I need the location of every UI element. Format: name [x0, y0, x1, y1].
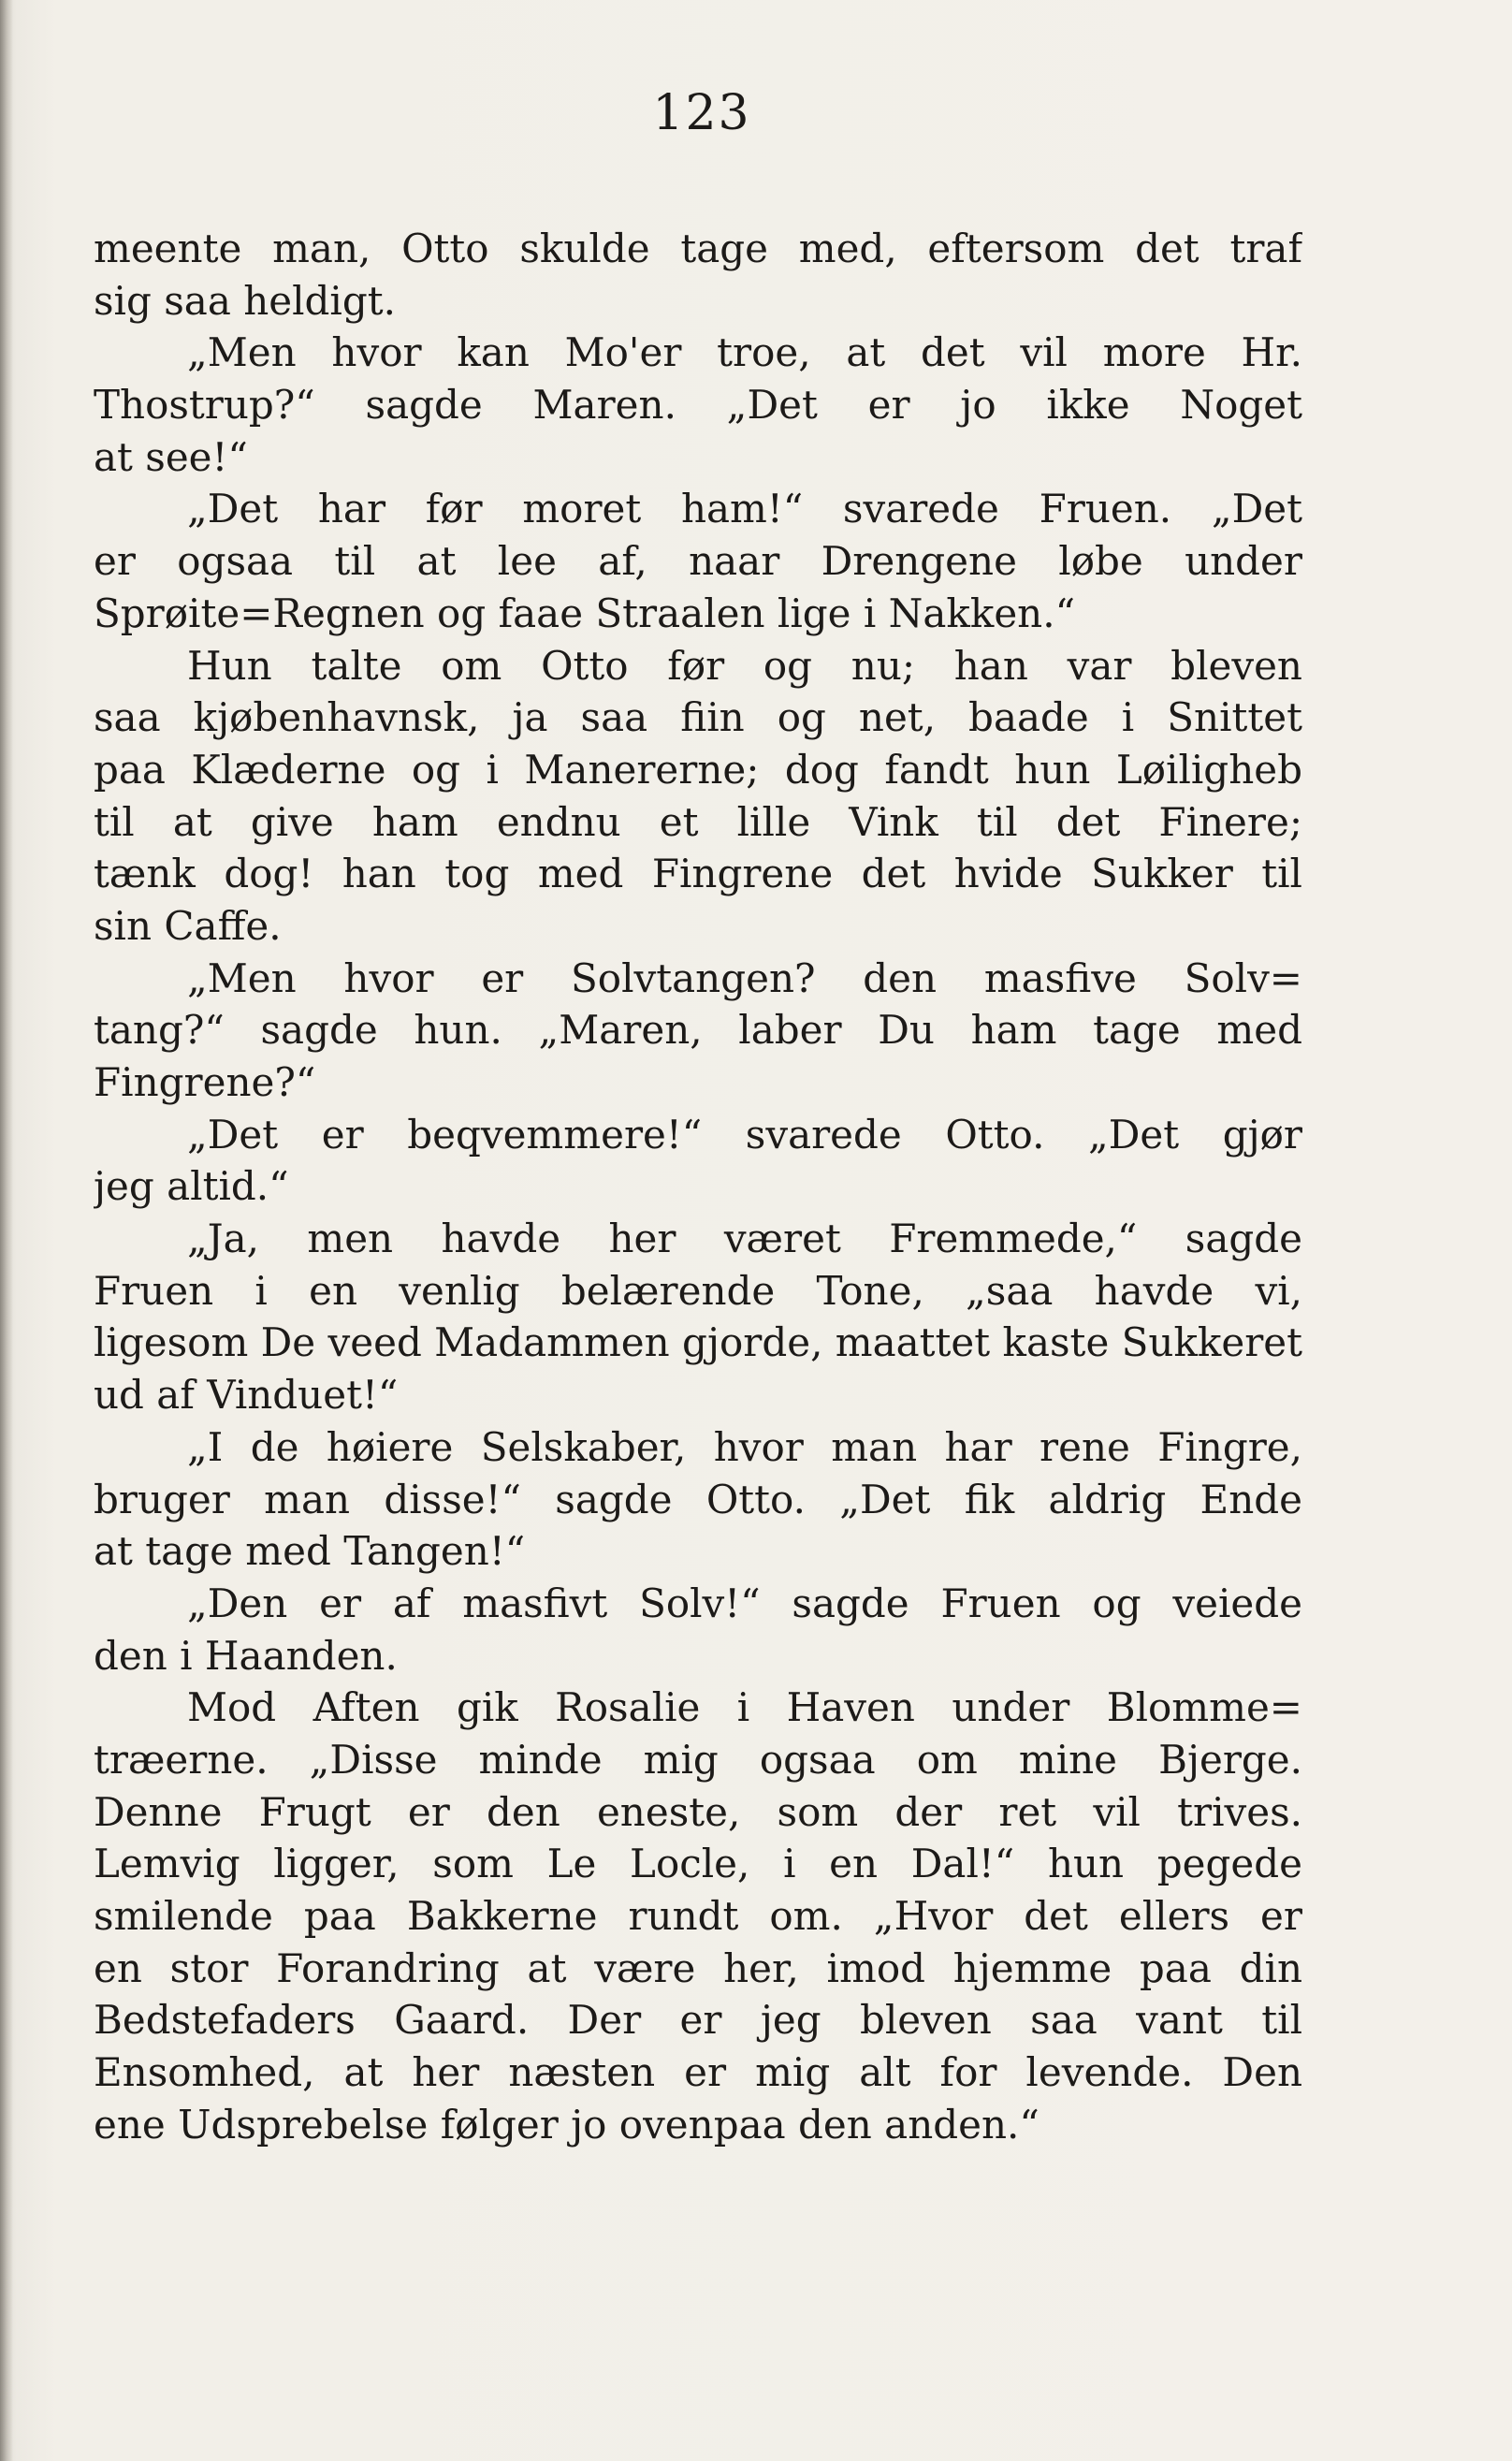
text-line: ligesom De veed Madammen gjorde, maattet kaste Sukkeret: [94, 1319, 1302, 1366]
text-line: Lemvig ligger, som Le Locle, i en Dal!“ hun pegede: [94, 1841, 1302, 1887]
text-line: Fruen i en venlig belærende Tone, „saa havde vi,: [94, 1267, 1302, 1314]
text-line: Bedstefaders Gaard. Der er jeg bleven saa vant til: [94, 1997, 1302, 2044]
text-line: sin Caffe.: [94, 902, 282, 949]
text-line: saa kjøbenhavnsk, ja saa fiin og net, baade i Snittet: [94, 694, 1302, 741]
text-line: jeg altid.“: [94, 1163, 289, 1210]
text-line: til at give ham endnu et lille Vink til det Finere;: [94, 798, 1302, 845]
text-line: en stor Forandring at være her, imod hjemme paa din: [94, 1944, 1302, 1991]
text-line: „Ja, men havde her været Fremmede,“ sagde: [187, 1216, 1302, 1262]
text-line: Denne Frugt er den eneste, som der ret vil trives.: [94, 1788, 1302, 1835]
text-line: Sprøite=Regnen og faae Straalen lige i Nakken.“: [94, 590, 1076, 636]
text-line: Hun talte om Otto før og nu; han var bleven: [187, 642, 1302, 689]
text-line: „Den er af masfivt Solv!“ sagde Fruen og veiede: [187, 1580, 1302, 1626]
text-line: bruger man disse!“ sagde Otto. „Det fik aldrig Ende: [94, 1476, 1302, 1522]
text-line: „Det har før moret ham!“ svarede Fruen. „Det: [187, 486, 1302, 532]
text-line: træerne. „Disse minde mig ogsaa om mine Bjerge.: [94, 1736, 1302, 1783]
text-line: Mod Aften gik Rosalie i Haven under Blomme=: [187, 1684, 1302, 1731]
text-line: tang?“ sagde hun. „Maren, laber Du ham tage med: [94, 1007, 1302, 1054]
text-line: at tage med Tangen!“: [94, 1528, 526, 1575]
page-number: 123: [652, 85, 751, 141]
text-line: meente man, Otto skulde tage med, eftersom det traf: [94, 226, 1302, 271]
page-spine-edge: [0, 0, 13, 2461]
text-line: paa Klæderne og i Manererne; dog fandt hun Løiligheb: [94, 746, 1302, 793]
text-line: ud af Vinduet!“: [94, 1372, 399, 1419]
text-line: „Men hvor er Solvtangen? den masfive Solv=: [187, 954, 1302, 1001]
text-line: den i Haanden.: [94, 1632, 398, 1679]
text-line: smilende paa Bakkerne rundt om. „Hvor det ellers er: [94, 1893, 1302, 1939]
text-line: Fingrene?“: [94, 1059, 316, 1105]
page-text: [94, 223, 1302, 2150]
text-line: Thostrup?“ sagde Maren. „Det er jo ikke Noget: [94, 382, 1302, 429]
text-line: at see!“: [94, 433, 248, 480]
text-line: „Det er beqvemmere!“ svarede Otto. „Det gjør: [187, 1111, 1302, 1158]
text-line: er ogsaa til at lee af, naar Drengene løbe under: [94, 538, 1302, 585]
text-line: „I de høiere Selskaber, hvor man har rene Fingre,: [187, 1423, 1302, 1470]
text-line: „Men hvor kan Mo'er troe, at det vil more Hr.: [187, 329, 1302, 376]
text-line: ene Udsprebelse følger jo ovenpaa den anden.“: [94, 2101, 1040, 2148]
text-line: Ensomhed, at her næsten er mig alt for levende. Den: [94, 2049, 1302, 2096]
text-line: tænk dog! han tog med Fingrene det hvide Sukker til: [94, 851, 1302, 897]
text-line: sig saa heldigt.: [94, 277, 396, 324]
